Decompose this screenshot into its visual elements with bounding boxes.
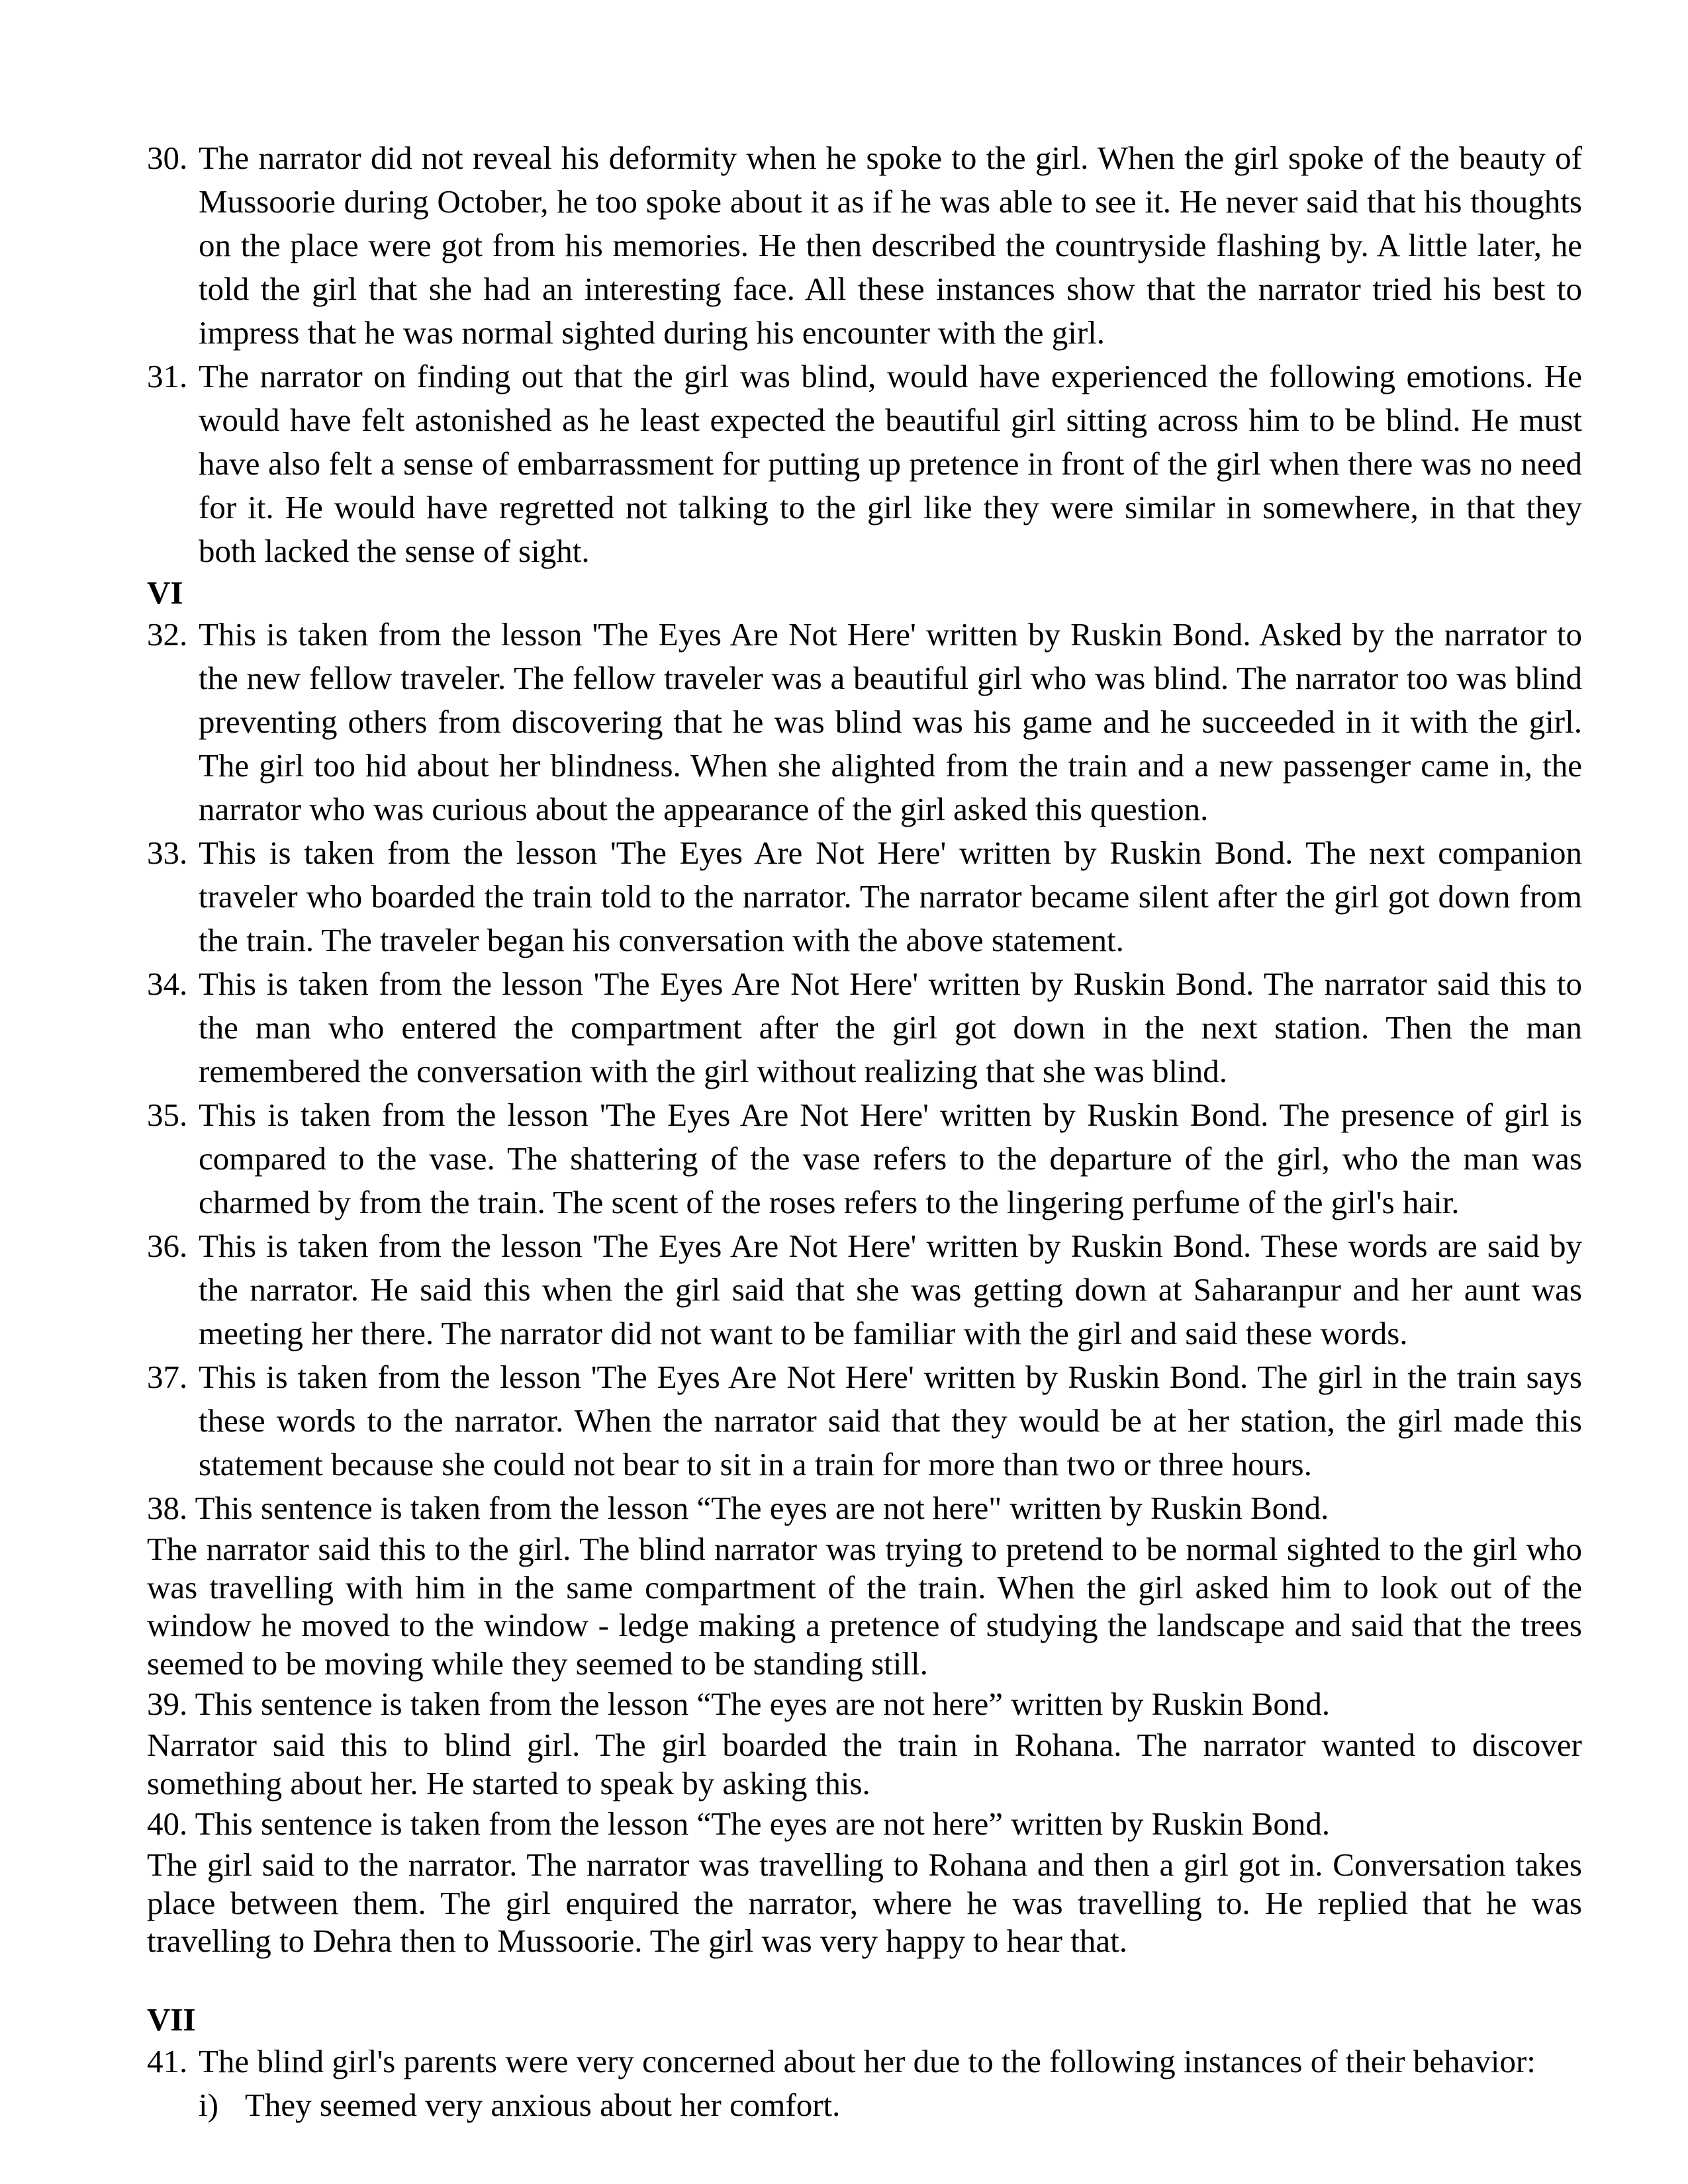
answer-number: 41.: [147, 2042, 188, 2079]
answer-36: [147, 1224, 1582, 1355]
answer-text: This is taken from the lesson 'The Eyes Are Not Here' written by Ruskin Bond. Asked by the narrator to the new fellow traveler. The fellow traveler was a beautiful girl who was blind. The narrator too was blind preventing others from discovering that he was blind was his game and he succeeded in it with the girl. The girl too hid about her blindness. When she alighted from the train and a new passenger came in, the narrator who was curious about the appearance of the girl asked this question.: [199, 616, 1582, 827]
answer-text: This is taken from the lesson 'The Eyes Are Not Here' written by Ruskin Bond. The next companion traveler who boarded the train told to the narrator. The narrator became silent after the girl got down from the train. The traveler began his conversation with the above statement.: [199, 835, 1582, 958]
section-heading-vii: VII: [147, 2001, 196, 2038]
answer-number: 34.: [147, 966, 188, 1002]
answer-text: This is taken from the lesson 'The Eyes Are Not Here' written by Ruskin Bond. The presence of girl is compared to the vase. The shattering of the vase refers to the departure of the girl, who the man was charmed by from the train. The scent of the roses refers to the lingering perfume of the girl's hair.: [199, 1097, 1582, 1220]
spacer: [147, 1960, 1582, 2000]
answer-40-heading: 40. This sentence is taken from the lesson “The eyes are not here” written by Ruskin Bond.: [147, 1805, 1331, 1842]
answer-41-subitem: [147, 2083, 1582, 2127]
answer-number: 37.: [147, 1359, 188, 1395]
answer-number: 31.: [147, 358, 188, 394]
answer-text: The narrator did not reveal his deformity when he spoke to the girl. When the girl spoke of the beauty of Mussoorie during October, he too spoke about it as if he was able to see it. He never said that his thoughts on the place were got from his memories. He then described the countryside flashing by. A little later, he told the girl that she had an interesting face. All these instances show that the narrator tried his best to impress that he was normal sighted during his encounter with the girl.: [199, 140, 1582, 351]
answer-40-text: The girl said to the narrator. The narrator was travelling to Rohana and then a girl got in. Conversation takes place between them. The girl enquired the narrator, where he was travelling to. He replied that he was travelling to Dehra then to Mussoorie. The girl was very happy to hear that.: [147, 1846, 1582, 1959]
answer-text: This is taken from the lesson 'The Eyes Are Not Here' written by Ruskin Bond. The narrator said this to the man who entered the compartment after the girl got down in the next station. Then the man remembered the conversation with the girl without realizing that she was blind.: [199, 966, 1582, 1089]
answer-35: [147, 1093, 1582, 1224]
answer-text: This is taken from the lesson 'The Eyes Are Not Here' written by Ruskin Bond. The girl in the train says these words to the narrator. When the narrator said that they would be at her station, the girl made this statement because she could not bear to sit in a train for more than two or three hours.: [199, 1359, 1582, 1482]
answer-34: [147, 962, 1582, 1093]
answer-column: [147, 136, 1582, 2127]
answer-37: [147, 1355, 1582, 1486]
answer-32: [147, 613, 1582, 831]
answer-number: 30.: [147, 140, 188, 176]
answer-number: 33.: [147, 835, 188, 871]
answer-text: This is taken from the lesson 'The Eyes Are Not Here' written by Ruskin Bond. These words are said by the narrator. He said this when the girl said that she was getting down at Saharanpur and her aunt was meeting her there. The narrator did not want to be familiar with the girl and said these words.: [199, 1228, 1582, 1351]
subitem-text: They seemed very anxious about her comfort.: [245, 2086, 841, 2123]
answer-number: 36.: [147, 1228, 188, 1264]
answer-30: [147, 136, 1582, 355]
answer-number: 32.: [147, 616, 188, 653]
answer-41: [147, 2040, 1582, 2083]
answer-38-text: The narrator said this to the girl. The blind narrator was trying to pretend to be normal sighted to the girl who was travelling with him in the same compartment of the train. When the girl asked him to look out of the window he moved to the window - ledge making a pretence of studying the landscape and said that the trees seemed to be moving while they seemed to be standing still.: [147, 1531, 1582, 1682]
answer-number: 35.: [147, 1097, 188, 1133]
answer-38-heading: 38. This sentence is taken from the lesson “The eyes are not here" written by Ruskin Bond.: [147, 1490, 1329, 1526]
answer-39-text: Narrator said this to blind girl. The girl boarded the train in Rohana. The narrator wanted to discover something about her. He started to speak by asking this.: [147, 1727, 1582, 1801]
answer-31: [147, 355, 1582, 573]
answer-text: The narrator on finding out that the girl was blind, would have experienced the following emotions. He would have felt astonished as he least expected the beautiful girl sitting across him to be blind. He must have also felt a sense of embarrassment for putting up pretence in front of the girl when there was no need for it. He would have regretted not talking to the girl like they were similar in somewhere, in that they both lacked the sense of sight.: [199, 358, 1582, 569]
subitem-number: i): [199, 2086, 218, 2123]
section-heading-vi: VI: [147, 574, 183, 611]
answer-33: [147, 831, 1582, 962]
answer-text: The blind girl's parents were very concerned about her due to the following instances of their behavior:: [199, 2042, 1536, 2079]
answer-39-heading: 39. This sentence is taken from the lesson “The eyes are not here” written by Ruskin Bond.: [147, 1686, 1331, 1722]
